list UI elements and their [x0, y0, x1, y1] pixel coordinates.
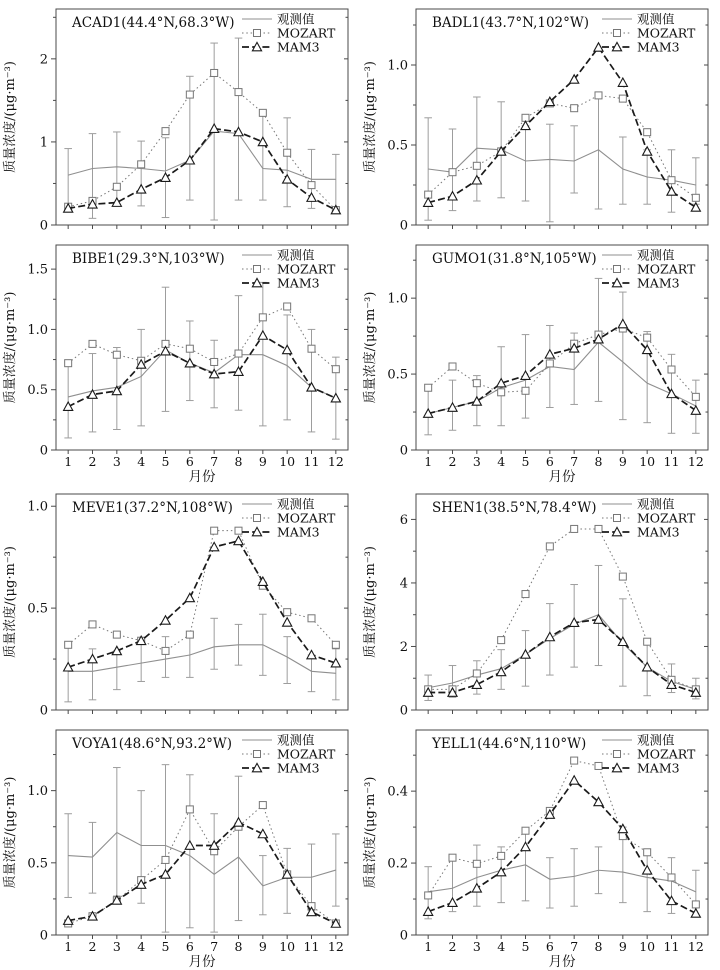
svg-text:8: 8 [594, 454, 603, 469]
chart-gumo1 [360, 236, 720, 485]
svg-text:0: 0 [399, 443, 408, 459]
svg-text:MAM3: MAM3 [277, 39, 320, 55]
svg-text:1: 1 [424, 454, 433, 469]
svg-text:5: 5 [161, 454, 170, 469]
svg-text:月份: 月份 [548, 469, 576, 485]
svg-text:MEVE1(37.2°N,108°W): MEVE1(37.2°N,108°W) [72, 500, 233, 516]
svg-text:观测值: 观测值 [277, 11, 315, 27]
svg-text:质量浓度/(μg·m⁻³): 质量浓度/(μg·m⁻³) [3, 61, 18, 173]
svg-text:1.0: 1.0 [27, 499, 48, 515]
svg-text:MAM3: MAM3 [637, 39, 680, 55]
svg-text:0.2: 0.2 [387, 856, 408, 872]
svg-text:质量浓度/(μg·m⁻³): 质量浓度/(μg·m⁻³) [3, 546, 18, 658]
svg-text:2: 2 [39, 52, 48, 68]
chart-bibe1 [0, 236, 360, 485]
svg-text:MOZART: MOZART [277, 25, 336, 41]
chart-voya1 [0, 721, 360, 970]
svg-text:0.5: 0.5 [387, 138, 408, 154]
svg-text:9: 9 [618, 939, 627, 954]
svg-text:质量浓度/(μg·m⁻³): 质量浓度/(μg·m⁻³) [3, 776, 18, 889]
svg-text:MOZART: MOZART [637, 261, 696, 277]
svg-text:7: 7 [210, 454, 219, 469]
chart-panel-bibe1 [0, 236, 360, 485]
svg-text:0: 0 [39, 928, 48, 944]
svg-text:质量浓度/(μg·m⁻³): 质量浓度/(μg·m⁻³) [363, 291, 378, 404]
svg-text:0.5: 0.5 [27, 383, 48, 399]
svg-text:MAM3: MAM3 [637, 760, 680, 776]
svg-text:0: 0 [39, 703, 48, 719]
svg-text:11: 11 [303, 454, 320, 469]
svg-text:4: 4 [399, 576, 408, 592]
svg-text:6: 6 [185, 454, 194, 469]
svg-text:质量浓度/(μg·m⁻³): 质量浓度/(μg·m⁻³) [363, 546, 378, 658]
svg-text:0.4: 0.4 [387, 784, 408, 800]
svg-text:4: 4 [137, 939, 146, 954]
svg-text:观测值: 观测值 [637, 732, 675, 748]
svg-text:0: 0 [399, 703, 408, 719]
svg-text:0: 0 [399, 928, 408, 944]
svg-text:MOZART: MOZART [637, 510, 696, 526]
svg-text:1.0: 1.0 [387, 58, 408, 74]
svg-text:观测值: 观测值 [637, 11, 675, 27]
svg-text:2: 2 [88, 939, 97, 954]
svg-text:观测值: 观测值 [277, 247, 315, 263]
svg-text:YELL1(44.6°N,110°W): YELL1(44.6°N,110°W) [432, 736, 587, 752]
chart-panel-yell1 [360, 721, 720, 970]
svg-text:1: 1 [64, 939, 73, 954]
svg-text:0.5: 0.5 [27, 601, 48, 617]
svg-text:SHEN1(38.5°N,78.4°W): SHEN1(38.5°N,78.4°W) [432, 500, 597, 516]
svg-text:5: 5 [521, 454, 530, 469]
svg-text:3: 3 [472, 454, 481, 469]
svg-text:2: 2 [88, 454, 97, 469]
svg-text:MOZART: MOZART [277, 261, 336, 277]
svg-text:3: 3 [472, 939, 481, 954]
svg-text:质量浓度/(μg·m⁻³): 质量浓度/(μg·m⁻³) [363, 61, 378, 173]
svg-text:10: 10 [279, 939, 296, 954]
chart-badl1 [360, 0, 720, 236]
chart-panel-voya1 [0, 721, 360, 970]
svg-text:12: 12 [687, 454, 704, 469]
svg-text:1.0: 1.0 [27, 784, 48, 800]
svg-text:11: 11 [303, 939, 320, 954]
svg-text:10: 10 [639, 454, 656, 469]
svg-text:3: 3 [112, 939, 121, 954]
chart-panel-shen1 [360, 485, 720, 721]
svg-text:0: 0 [399, 218, 408, 234]
svg-text:MAM3: MAM3 [277, 524, 320, 540]
svg-text:6: 6 [545, 939, 554, 954]
svg-text:12: 12 [687, 939, 704, 954]
svg-text:1: 1 [39, 135, 48, 151]
svg-text:BIBE1(29.3°N,103°W): BIBE1(29.3°N,103°W) [72, 251, 225, 267]
svg-text:11: 11 [663, 454, 680, 469]
chart-panel-badl1 [360, 0, 720, 236]
svg-text:4: 4 [137, 454, 146, 469]
svg-text:4: 4 [497, 939, 506, 954]
chart-panel-meve1 [0, 485, 360, 721]
svg-text:月份: 月份 [188, 469, 216, 485]
svg-text:月份: 月份 [188, 954, 216, 970]
svg-text:0: 0 [39, 218, 48, 234]
svg-text:MAM3: MAM3 [637, 524, 680, 540]
svg-text:0.5: 0.5 [387, 367, 408, 383]
svg-text:1.5: 1.5 [27, 262, 48, 278]
svg-text:2: 2 [448, 939, 457, 954]
svg-text:1: 1 [64, 454, 73, 469]
svg-text:MOZART: MOZART [637, 25, 696, 41]
svg-text:月份: 月份 [548, 954, 576, 970]
svg-text:2: 2 [399, 639, 408, 655]
svg-text:0.5: 0.5 [27, 856, 48, 872]
svg-text:8: 8 [594, 939, 603, 954]
svg-text:MAM3: MAM3 [277, 275, 320, 291]
svg-text:3: 3 [112, 454, 121, 469]
svg-text:MOZART: MOZART [277, 746, 336, 762]
svg-text:6: 6 [185, 939, 194, 954]
chart-shen1 [360, 485, 720, 721]
svg-text:MOZART: MOZART [637, 746, 696, 762]
svg-text:1: 1 [424, 939, 433, 954]
chart-panel-acad1 [0, 0, 360, 236]
svg-text:6: 6 [545, 454, 554, 469]
svg-text:7: 7 [570, 939, 579, 954]
svg-text:观测值: 观测值 [637, 496, 675, 512]
svg-text:5: 5 [161, 939, 170, 954]
svg-text:观测值: 观测值 [277, 732, 315, 748]
svg-text:MAM3: MAM3 [637, 275, 680, 291]
svg-text:6: 6 [399, 512, 408, 528]
svg-text:7: 7 [210, 939, 219, 954]
svg-text:观测值: 观测值 [277, 496, 315, 512]
svg-text:4: 4 [497, 454, 506, 469]
svg-text:BADL1(43.7°N,102°W): BADL1(43.7°N,102°W) [432, 15, 590, 31]
svg-text:1.0: 1.0 [27, 322, 48, 338]
svg-text:7: 7 [570, 454, 579, 469]
svg-text:GUMO1(31.8°N,105°W): GUMO1(31.8°N,105°W) [432, 251, 597, 267]
svg-text:VOYA1(48.6°N,93.2°W): VOYA1(48.6°N,93.2°W) [72, 736, 233, 752]
svg-text:5: 5 [521, 939, 530, 954]
svg-text:10: 10 [279, 454, 296, 469]
svg-text:9: 9 [618, 454, 627, 469]
chart-acad1 [0, 0, 360, 236]
svg-text:10: 10 [639, 939, 656, 954]
svg-text:8: 8 [234, 939, 243, 954]
svg-text:MOZART: MOZART [277, 510, 336, 526]
svg-text:9: 9 [258, 454, 267, 469]
svg-text:12: 12 [327, 939, 344, 954]
svg-text:11: 11 [663, 939, 680, 954]
svg-text:0: 0 [39, 443, 48, 459]
svg-text:8: 8 [234, 454, 243, 469]
svg-text:MAM3: MAM3 [277, 760, 320, 776]
svg-text:质量浓度/(μg·m⁻³): 质量浓度/(μg·m⁻³) [363, 776, 378, 889]
svg-text:2: 2 [448, 454, 457, 469]
chart-yell1 [360, 721, 720, 970]
chart-panel-gumo1 [360, 236, 720, 485]
svg-text:观测值: 观测值 [637, 247, 675, 263]
svg-text:质量浓度/(μg·m⁻³): 质量浓度/(μg·m⁻³) [3, 291, 18, 404]
svg-text:ACAD1(44.4°N,68.3°W): ACAD1(44.4°N,68.3°W) [72, 15, 235, 31]
svg-text:9: 9 [258, 939, 267, 954]
svg-text:12: 12 [327, 454, 344, 469]
chart-meve1 [0, 485, 360, 721]
svg-text:1.0: 1.0 [387, 291, 408, 307]
